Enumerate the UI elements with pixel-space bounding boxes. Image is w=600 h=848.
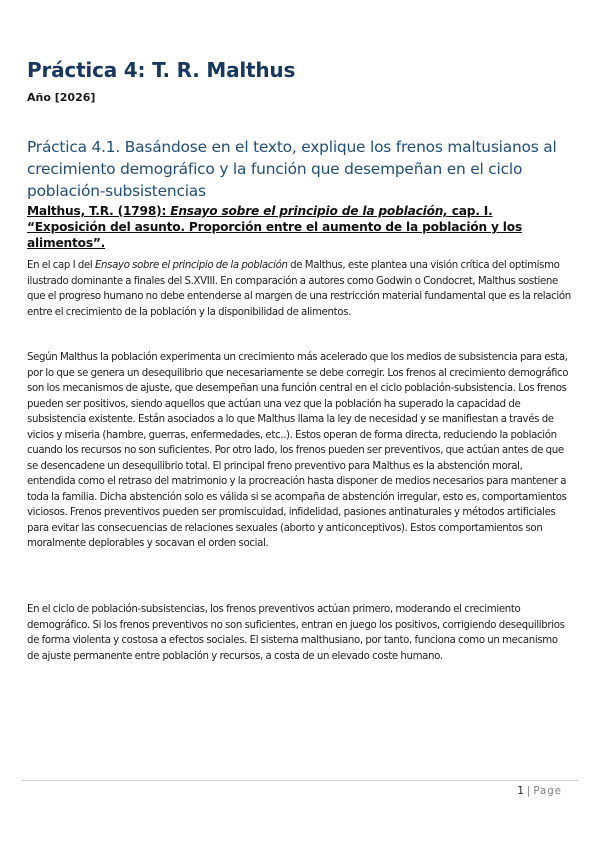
footer-divider — [22, 780, 578, 781]
reference-author: Malthus, T.R. (1798): — [27, 204, 171, 218]
paragraph-intro-lead: En el cap I del — [27, 260, 95, 271]
paragraph-intro-text: de Malthus, este plantea una visión crítica del optimismo ilustrado dominante a finales del S.XVIII. En comparación a autores como Godwin o Condocret, Malthus sostiene que el progreso humano no debe entenderse al margen de una restricción material fundamental que es la relación entre el crecimiento de la población y la disponibilidad de alimentos. — [27, 260, 571, 318]
paragraph-frenos: Según Malthus la población experimenta un crecimiento más acelerado que los medios de subsistencia para esta, por lo que se genera un desequilibrio que necesariamente se debe corregir. Los frenos al crecimiento demográfico son los mecanismos de ajuste, que desempeñan una función central en el ciclo población-subsistencia. Los frenos pueden ser positivos, siendo aquellos que actúan una vez que la población ha superado la capacidad de subsistencia existente. Están asociados a lo que Malthus llama la ley de necesidad y se manifiestan a través de vicios y miseria (hambre, guerras, enfermedades, etc..). Estos operan de forma directa, reduciendo la población cuando los recursos no son suficientes. Por otro lado, los frenos pueden ser preventivos, que actúan antes de que se desencadene un desequilibrio total. El principal freno preventivo para Malthus es la abstención moral, entendida como el retraso del matrimonio y la procreación hasta disponer de medios necesarios para mantener a toda la familia. Dicha abstención solo es válida si se acompaña de abstención irregular, esto es, comportamientos viciosos. Frenos preventivos pueden ser promiscuidad, infidelidad, pasiones antinaturales y métodos artificiales para evitar las consecuencias de relaciones sexuales (aborto y anticonceptivos). Estos comportamientos son moralmente deplorables y socavan el orden social. — [27, 352, 569, 549]
paragraph-ciclo: En el ciclo de población-subsistencias, los frenos preventivos actúan primero, moderando el crecimiento demográfico. Si los frenos preventivos no son suficientes, entran en juego los positivos, corrigiendo desequilibrios de forma violenta y costosa a efectos sociales. El sistema malthusiano, por tanto, funciona como un mecanismo de ajuste permanente entre población y recursos, a costa de un elevado coste humano. — [27, 604, 565, 662]
year-label: Año [2026] — [27, 91, 96, 104]
exercise-heading: Práctica 4.1. Basándose en el texto, explique los frenos maltusianos al crecimiento demográfico y la función que desempeñan en el ciclo población-subsistencias — [27, 138, 557, 200]
paragraph-intro-book: Ensayo sobre el principio de la población — [94, 260, 288, 271]
page-footer — [517, 786, 562, 797]
footer-separator: | — [526, 786, 531, 797]
paragraph-intro — [27, 258, 572, 320]
page-label: Page — [533, 786, 562, 797]
reference-chapter: cap. I. “Exposición del asunto. Proporción entre el aumento de la población y los alimentos”. — [27, 204, 522, 250]
bibliographic-reference — [27, 203, 572, 251]
page-number: 1 — [517, 786, 524, 797]
reference-book-title: Ensayo sobre el principio de la población, — [170, 204, 448, 218]
page-title: Práctica 4: T. R. Malthus — [27, 58, 296, 82]
